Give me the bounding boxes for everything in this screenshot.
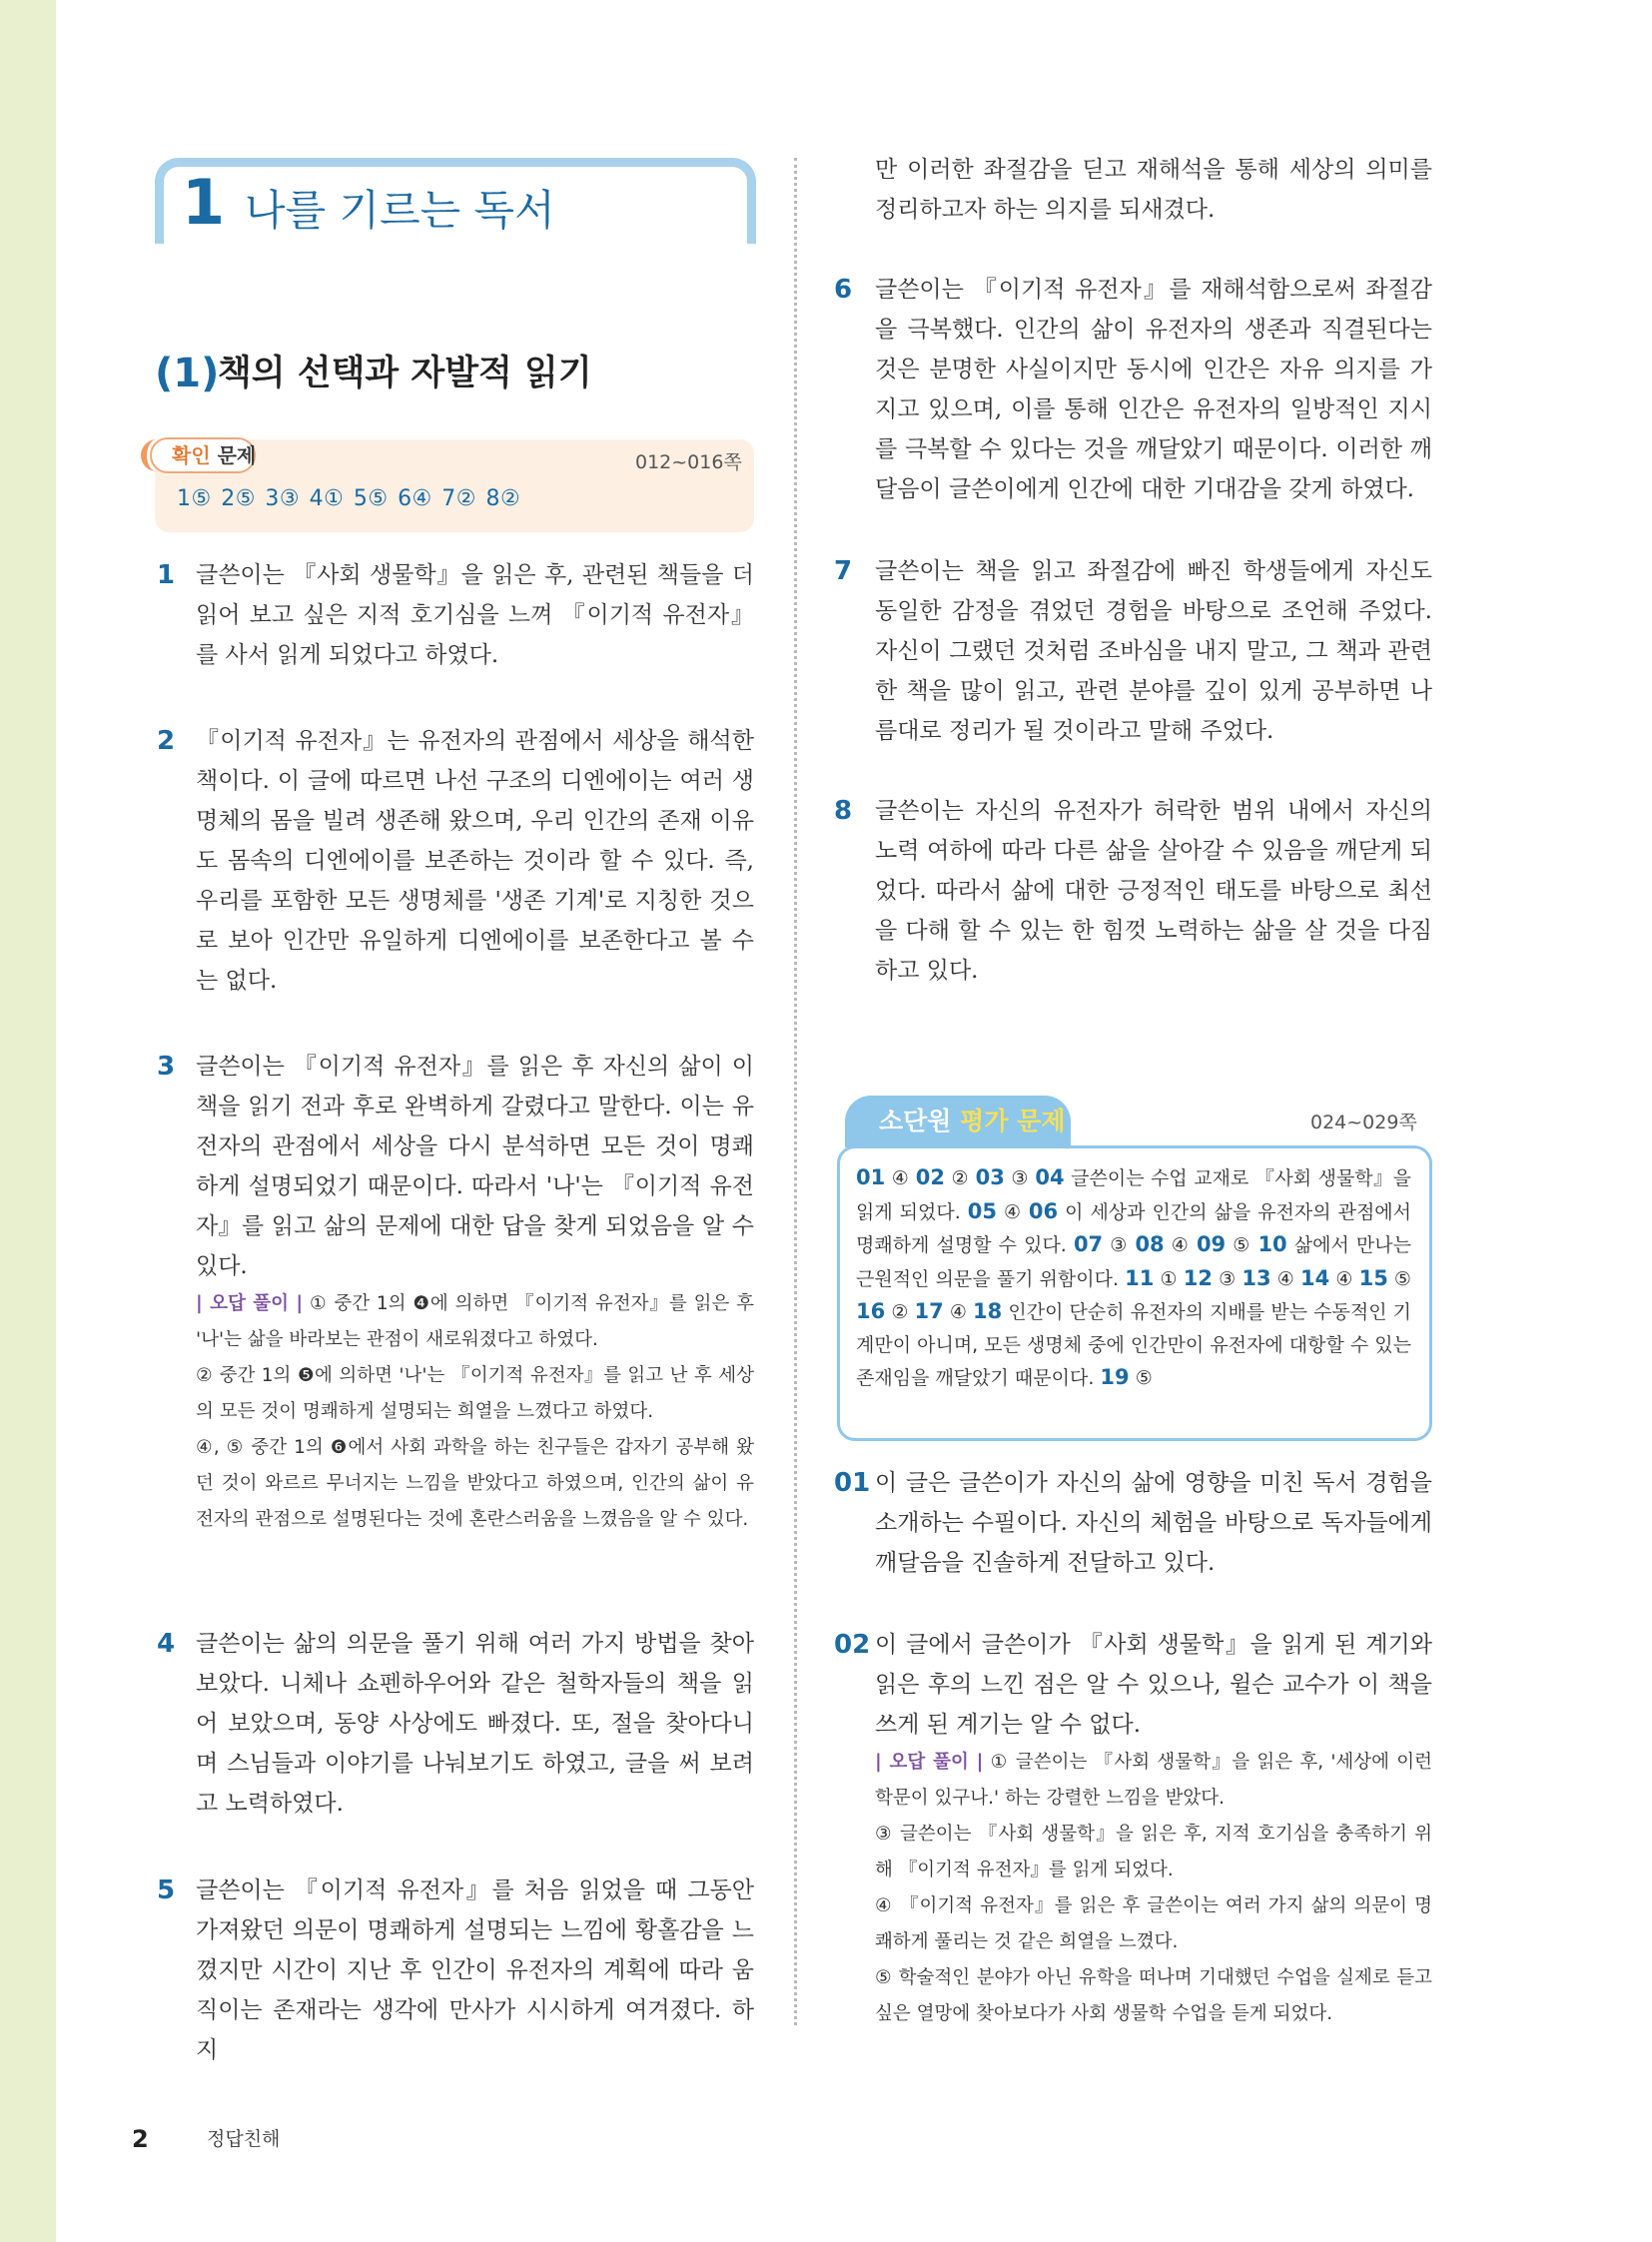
eval-answer-text: ⑤ xyxy=(1129,1367,1153,1389)
eval-item-02 xyxy=(834,1625,1432,2032)
answer-item-3 xyxy=(155,1047,754,1538)
eval-answer-text: ⑤ xyxy=(1387,1267,1411,1290)
check-answers: 1⑤ 2⑤ 3③ 4① 5⑤ 6④ 7② 8② xyxy=(177,486,521,511)
eval-answer-number: 06 xyxy=(1028,1198,1059,1223)
answer-item-6 xyxy=(834,270,1432,509)
item-text: 글쓴이는 삶의 의문을 풀기 위해 여러 가지 방법을 찾아보았다. 니체나 쇼펜하우어와 같은 철학자들의 책을 읽어 보았으며, 동양 사상에도 빠졌다. 또, 절을 찾아다니며 스님들과 이야기를 나눠보기도 하였고, 글을 써 보려고 노력하였다. xyxy=(196,1631,754,1817)
answer-item-5-continued xyxy=(875,150,1432,230)
answer-item-1 xyxy=(155,555,754,675)
item-number: 8 xyxy=(834,796,853,826)
eval-answer-number: 14 xyxy=(1299,1265,1330,1290)
note-line: ④, ⑤ 중간 1의 ❻에서 사회 과학을 하는 친구들은 갑자기 공부해 왔던 것이 와르르 무너지는 느낌을 받았다고 하였으며, 인간의 삶이 유전자의 관점으로 설명된다는 것에 혼란스러움을 느꼈음을 알 수 있다. xyxy=(196,1437,754,1530)
side-strip xyxy=(0,0,56,2242)
eval-answer-number: 08 xyxy=(1135,1232,1165,1256)
eval-answer-number: 09 xyxy=(1196,1232,1227,1256)
answer-item-2 xyxy=(155,721,754,1001)
note-line: ③ 글쓴이는 『사회 생물학』을 읽은 후, 지적 호기심을 충족하기 위해 『이기적 유전자』를 읽게 되었다. xyxy=(875,1824,1432,1880)
item-number: 01 xyxy=(834,1468,871,1498)
eval-answer-text: 삶에서 만나는 근원적인 의문을 풀기 위함이다. xyxy=(856,1234,1411,1290)
eval-answer-number: 01 xyxy=(856,1165,886,1189)
eval-answer-number: 10 xyxy=(1257,1232,1287,1256)
eval-answer-number: 13 xyxy=(1241,1265,1271,1290)
eval-answer-text: ⑤ xyxy=(1226,1234,1258,1256)
unit-eval-answers xyxy=(856,1161,1411,1395)
item-text: 『이기적 유전자』는 유전자의 관점에서 세상을 해석한 책이다. 이 글에 따르면 나선 구조의 디엔에이는 여러 생명체의 몸을 빌려 생존해 왔으며, 우리 인간의 존재 이유도 몸속의 디엔에이를 보존하는 것이라 할 수 있다. 즉, 우리를 포함한 모든 생명체를 '생존 기계'로 지칭한 것으로 보아 인간만 유일하게 디엔에이를 보존한다고 볼 수는 없다. xyxy=(196,728,754,994)
eval-answer-text: ③ xyxy=(1212,1267,1242,1290)
note-line: ⑤ 학술적인 분야가 아닌 유학을 떠나며 기대했던 수업을 실제로 듣고 싶은 열망에 찾아보다가 사회 생물학 수업을 듣게 되었다. xyxy=(875,1967,1432,2024)
section-number: (1) xyxy=(155,351,220,396)
item-text: 글쓴이는 『이기적 유전자』를 처음 읽었을 때 그동안 가져왔던 의문이 명쾌하게 설명되는 느낌에 황홀감을 느꼈지만 시간이 지난 후 인간이 유전자의 계획에 따라 움직이는 존재라는 생각에 만사가 시시하게 여겨졌다. 하지 xyxy=(196,1877,754,2063)
item-number: 3 xyxy=(157,1052,176,1082)
eval-answer-text: ④ xyxy=(1164,1234,1197,1256)
unit-eval-pages: 024~029쪽 xyxy=(1310,1112,1417,1133)
eval-answer-number: 18 xyxy=(973,1299,1003,1323)
eval-answer-text: ② xyxy=(885,1301,915,1323)
eval-answer-number: 12 xyxy=(1183,1265,1213,1290)
eval-answer-number: 16 xyxy=(856,1299,886,1323)
item-number: 5 xyxy=(157,1875,176,1905)
item-number: 7 xyxy=(834,556,853,586)
eval-answer-text: ④ xyxy=(1270,1267,1300,1290)
eval-answer-text: ④ xyxy=(1329,1267,1359,1290)
eval-answer-number: 19 xyxy=(1100,1365,1130,1389)
note-line: ② 중간 1의 ❺에 의하면 '나'는 『이기적 유전자』를 읽고 난 후 세상의 모든 것이 명쾌하게 설명되는 희열을 느꼈다고 하였다. xyxy=(196,1365,754,1422)
note-label: | 오답 풀이 | xyxy=(196,1293,304,1314)
wrong-answer-note xyxy=(875,1745,1432,1817)
check-pages: 012~016쪽 xyxy=(635,451,742,473)
eval-answer-text: ③ xyxy=(1103,1234,1136,1256)
eval-answer-text: 이 세상과 인간의 삶을 유전자의 관점에서 명쾌하게 설명할 수 있다. xyxy=(856,1200,1412,1256)
item-number: 02 xyxy=(834,1630,871,1660)
book-label: 정답친해 xyxy=(207,2128,281,2150)
unit-eval-title: 소단원 평가 문제 xyxy=(879,1107,1066,1135)
item-text: 글쓴이는 『이기적 유전자』를 읽은 후 자신의 삶이 이 책을 읽기 전과 후로 완벽하게 갈렸다고 말한다. 이는 유전자의 관점에서 세상을 다시 분석하면 모든 것이 명쾌하게 설명되었기 때문이다. 따라서 '나'는 『이기적 유전자』를 읽고 삶의 문제에 대한 답을 찾게 되었음을 알 수 있다. xyxy=(196,1054,754,1279)
eval-answer-text: ④ xyxy=(885,1167,916,1189)
note-line: ④ 『이기적 유전자』를 읽은 후 글쓴이는 여러 가지 삶의 의문이 명쾌하게 풀리는 것 같은 희열을 느꼈다. xyxy=(875,1895,1432,1952)
item-number: 2 xyxy=(157,726,176,756)
eval-answer-text: 인간이 단순히 유전자의 지배를 받는 수동적인 기계만이 아니며, 모든 생명체 중에 인간만이 유전자에 대항할 수 있는 존재임을 깨달았기 때문이다. xyxy=(856,1301,1411,1389)
note-line: ① 글쓴이는 『사회 생물학』을 읽은 후, '세상에 이런 학문이 있구나.' 하는 강렬한 느낌을 받았다. xyxy=(875,1752,1432,1809)
answer-item-8 xyxy=(834,791,1432,991)
eval-answer-text: ④ xyxy=(997,1200,1029,1223)
eval-answer-number: 11 xyxy=(1125,1265,1155,1290)
eval-answer-number: 02 xyxy=(915,1165,946,1189)
note-label: | 오답 풀이 | xyxy=(875,1752,984,1773)
answer-item-4 xyxy=(155,1624,754,1824)
eval-answer-number: 05 xyxy=(967,1198,997,1223)
answer-item-7 xyxy=(834,551,1432,751)
eval-item-01 xyxy=(834,1463,1432,1583)
note-line: ① 중간 1의 ❹에 의하면 『이기적 유전자』를 읽은 후 '나'는 삶을 바라보는 관점이 새로워졌다고 하였다. xyxy=(196,1293,755,1350)
item-text: 글쓴이는 책을 읽고 좌절감에 빠진 학생들에게 자신도 동일한 감정을 겪었던 경험을 바탕으로 조언해 주었다. 자신이 그랬던 것처럼 조바심을 내지 말고, 그 책과 관련한 책을 많이 읽고, 관련 분야를 깊이 있게 공부하면 나름대로 정리가 될 것이라고 말해 주었다. xyxy=(875,558,1432,744)
wrong-answer-note xyxy=(196,1286,754,1358)
item-text: 이 글에서 글쓴이가 『사회 생물학』을 읽게 된 계기와 읽은 후의 느낀 점은 알 수 있으나, 윌슨 교수가 이 책을 쓰게 된 계기는 알 수 없다. xyxy=(875,1632,1432,1738)
chapter-title: 나를 기르는 독서 xyxy=(245,186,555,235)
eval-answer-number: 03 xyxy=(975,1165,1005,1189)
section-title: 책의 선택과 자발적 읽기 xyxy=(218,354,592,393)
eval-answer-text: ④ xyxy=(943,1301,974,1323)
item-number: 1 xyxy=(157,560,176,590)
eval-answer-number: 07 xyxy=(1073,1232,1104,1256)
eval-answer-number: 15 xyxy=(1358,1265,1388,1290)
item-text: 만 이러한 좌절감을 딛고 재해석을 통해 세상의 의미를 정리하고자 하는 의지를 되새겼다. xyxy=(875,157,1432,223)
eval-answer-text: ③ xyxy=(1004,1167,1036,1189)
check-label: 확인 문제 xyxy=(172,443,257,467)
answer-item-5 xyxy=(155,1870,754,2070)
item-text: 이 글은 글쓴이가 자신의 삶에 영향을 미친 독서 경험을 소개하는 수필이다. 자신의 체험을 바탕으로 독자들에게 깨달음을 진솔하게 전달하고 있다. xyxy=(875,1470,1432,1576)
crescent-icon xyxy=(141,439,167,471)
item-number: 4 xyxy=(157,1629,176,1659)
item-number: 6 xyxy=(834,275,853,305)
eval-answer-number: 17 xyxy=(914,1299,944,1323)
column-divider xyxy=(794,158,797,2025)
page-number: 2 xyxy=(132,2125,149,2153)
item-text: 글쓴이는 『사회 생물학』을 읽은 후, 관련된 책들을 더 읽어 보고 싶은 지적 호기심을 느껴 『이기적 유전자』를 사서 읽게 되었다고 하였다. xyxy=(196,562,754,668)
eval-answer-number: 04 xyxy=(1035,1165,1065,1189)
item-text: 글쓴이는 자신의 유전자가 허락한 범위 내에서 자신의 노력 여하에 따라 다른 삶을 살아갈 수 있음을 깨닫게 되었다. 따라서 삶에 대한 긍정적인 태도를 바탕으로 최선을 다해 할 수 있는 한 힘껏 노력하는 삶을 살 것을 다짐하고 있다. xyxy=(875,798,1432,984)
eval-answer-text: 글쓴이는 수업 교재로 『사회 생물학』을 읽게 되었다. xyxy=(856,1167,1411,1223)
eval-answer-text: ① xyxy=(1154,1267,1184,1290)
item-text: 글쓴이는 『이기적 유전자』를 재해석함으로써 좌절감을 극복했다. 인간의 삶이 유전자의 생존과 직결된다는 것은 분명한 사실이지만 동시에 인간은 자유 의지를 가지고 있으며, 이를 통해 인간은 유전자의 일방적인 지시를 극복할 수 있다는 것을 깨달았기 때문이다. 이러한 깨달음이 글쓴이에게 인간에 대한 기대감을 갖게 하였다. xyxy=(875,277,1432,502)
chapter-number: 1 xyxy=(182,166,226,239)
eval-answer-text: ② xyxy=(945,1167,976,1189)
